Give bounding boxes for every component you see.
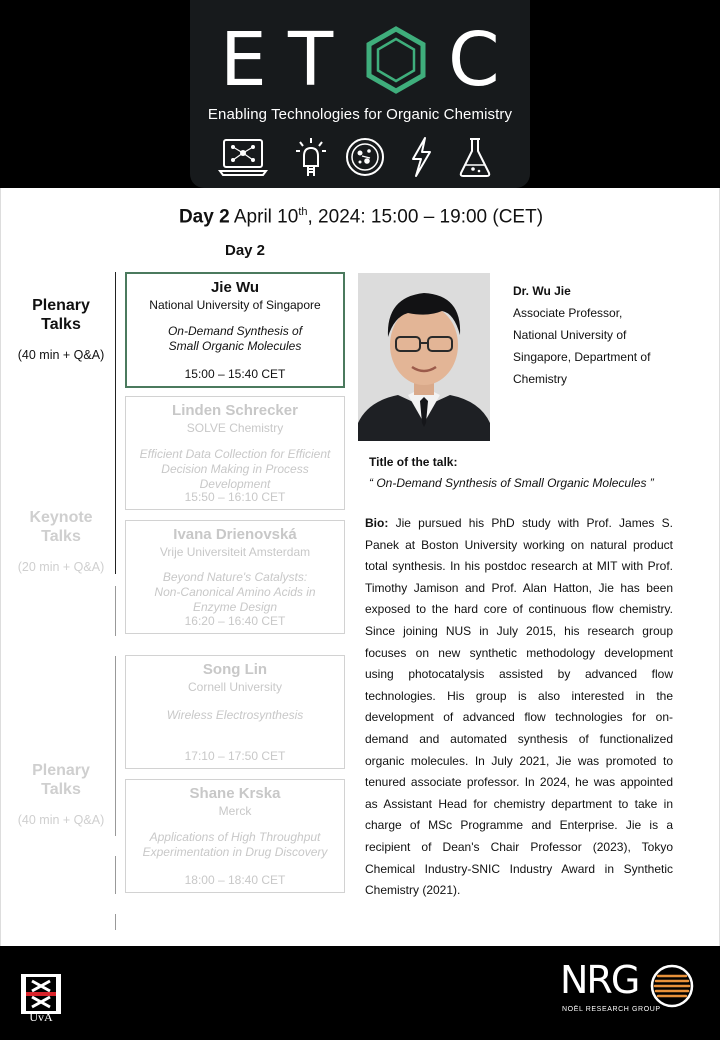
talk-title-line: Efficient Data Collection for Efficient [139,447,331,461]
technology-icons-row [218,136,502,178]
date-text: April 10 [229,206,299,228]
section-divider-line [115,856,116,894]
benzene-ring-icon [365,26,427,94]
petri-dish-icon [340,136,390,178]
talk-affiliation: Cornell University [187,680,283,694]
section-name-line2: Talks [41,781,81,798]
logo-letter-t: T [288,17,334,103]
uva-logo-text: UvA [29,1010,53,1024]
talk-title-line: Small Organic Molecules [168,339,302,353]
talk-title-line: Applications of High Throughput [149,830,321,844]
etoc-tagline: Enabling Technologies for Organic Chemistry [207,106,513,123]
talk-speaker: Song Lin [202,661,268,678]
schedule-panel [0,188,720,946]
laptop-network-icon [218,136,268,178]
section-name-line1: Plenary [32,762,90,779]
logo-letter-e: E [220,17,267,103]
talk-title-line: Decision Making in Process Development [161,462,309,491]
speaker-name: Dr. Wu Jie [513,284,571,298]
section-divider-line [115,914,116,930]
speaker-bio [365,513,673,902]
talk-title-line: Enzyme Design [192,600,278,614]
flow-coil-icon [646,964,698,1008]
talk-title [126,447,344,492]
talk-title-label: Title of the talk: [369,455,458,469]
talk-affiliation: SOLVE Chemistry [186,421,284,435]
talk-speaker: Linden Schrecker [172,402,298,419]
section-duration: (40 min + Q&A) [17,813,105,827]
section-plenary-2 [1,761,121,827]
section-duration: (20 min + Q&A) [17,560,105,574]
section-name [1,296,121,334]
talk-affiliation: Vrije Universiteit Amsterdam [159,545,311,559]
bio-text: Jie pursued his PhD study with Prof. James S. Panek at Boston University working on natural product total synthesis. In his postdoc research at MIT with Prof. Timothy Jamison and Prof. Alan Hatton, Jie has been exposed to the hard core of continuous flow chemistry. Since joining NUS in July 2015, his research group focuses on new synthetic methodology development using photocatalysis assisted by advanced flow technologies. His group is also interested in the development of advanced flow technologies for on-demand and automated synthesis of functionalized organic molecules. In July 2021, Jie was promoted to tenured associate professor. In 2024, he was appointed as Assistant Head for chemistry department to take in charge of MSc Programme and Enterprise. Jie is a recipient of Dean's Chair Professor (2023), Tokyo Chemical Industry-SNIC Industry Award in Synthetic Chemistry (2021). [365,516,673,898]
section-name-line1: Keynote [29,509,93,526]
section-plenary-1 [1,296,121,362]
lightning-bolt-icon [396,136,446,178]
section-duration: (40 min + Q&A) [17,348,105,362]
talk-title-quote: “ On-Demand Synthesis of Small Organic Molecules ” [369,476,654,490]
logo-letter-c: C [448,17,500,103]
event-header [0,0,720,188]
etoc-wordmark [190,17,530,103]
talk-speaker: Ivana Drienovská [173,526,297,543]
talk-affiliation: Merck [218,804,252,818]
talk-card-jie-wu[interactable] [125,272,345,388]
talk-card-linden-schrecker[interactable] [125,396,345,510]
speaker-role-line: National University of [513,328,627,342]
talk-affiliation: National University of Singapore [149,298,321,312]
speaker-role-line: Chemistry [513,372,568,386]
talk-title [126,570,344,615]
speaker-role-line: Associate Professor, [513,306,623,320]
day-label: Day 2 [178,206,230,228]
talk-title-line: Wireless Electrosynthesis [166,708,304,722]
section-name [1,508,121,546]
talk-time: 15:00 – 15:40 CET [184,367,286,381]
section-divider-line [115,656,116,836]
talk-card-ivana-drienovska[interactable] [125,520,345,634]
talk-time: 15:50 – 16:10 CET [184,490,286,504]
section-keynote [1,508,121,574]
talk-time: 17:10 – 17:50 CET [184,749,286,763]
talk-title-line: Beyond Nature's Catalysts: [162,570,308,584]
sponsor-footer [0,946,720,1040]
talk-speaker: Jie Wu [210,279,260,296]
talk-title [127,324,343,354]
talk-card-shane-krska[interactable] [125,779,345,893]
talk-speaker: Shane Krska [189,785,281,802]
date-suffix: th [298,206,308,218]
speaker-photo [358,273,490,441]
speaker-role-line: Singapore, Department of [513,350,651,364]
flask-icon [450,136,500,178]
column-title: Day 2 [224,242,266,259]
section-divider-line [115,586,116,636]
section-divider-line [115,272,116,574]
time-range: , 2024: 15:00 – 19:00 (CET) [307,206,544,228]
nrg-logo-text: NRG [560,958,639,1002]
talk-title-line: Experimentation in Drug Discovery [142,845,328,859]
section-name-line2: Talks [41,528,81,545]
talk-title-line: Non-Canonical Amino Acids in [154,585,316,599]
talk-title [126,830,344,860]
talk-title-line: On-Demand Synthesis of [167,324,303,338]
talk-card-song-lin[interactable] [125,655,345,769]
section-name [1,761,121,799]
lightbulb-icon [286,136,336,178]
talk-time: 16:20 – 16:40 CET [184,614,286,628]
day-date-heading [1,206,720,228]
talk-time: 18:00 – 18:40 CET [184,873,286,887]
speaker-info [513,280,673,390]
bio-label: Bio: [365,516,389,530]
talk-title [126,708,344,723]
speaker-portrait-illustration [358,273,490,441]
nrg-logo-subtitle: NOËL RESEARCH GROUP [562,1006,661,1013]
section-name-line1: Plenary [32,297,90,314]
etoc-logo-card [190,0,530,188]
section-name-line2: Talks [41,316,81,333]
